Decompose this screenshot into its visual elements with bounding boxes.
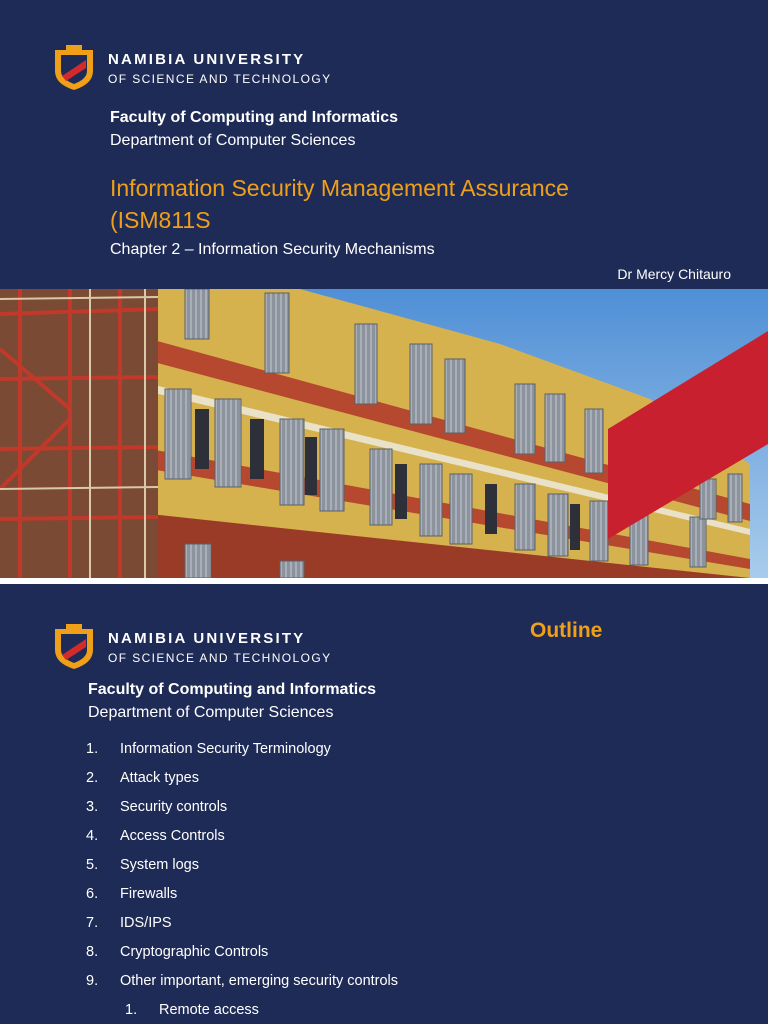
department-name: Department of Computer Sciences <box>110 132 356 149</box>
outline-item-text: Information Security Terminology <box>120 741 331 757</box>
logo-university-subtitle: OF SCIENCE AND TECHNOLOGY <box>108 71 332 86</box>
outline-item-number: 4. <box>86 828 99 844</box>
outline-item <box>86 770 398 799</box>
author-name: Dr Mercy Chitauro <box>617 266 731 282</box>
outline-item-number: 8. <box>86 944 99 960</box>
outline-item-text: Firewalls <box>120 886 178 902</box>
logo-university-name: NAMIBIA UNIVERSITY <box>108 50 306 68</box>
logo-university-subtitle: OF SCIENCE AND TECHNOLOGY <box>108 650 332 665</box>
outline-item <box>86 741 398 770</box>
outline-item-text: Access Controls <box>120 828 225 844</box>
outline-item-number: 7. <box>86 915 99 931</box>
outline-item <box>86 915 398 944</box>
outline-item-number: 6. <box>86 886 99 902</box>
faculty-name: Faculty of Computing and Informatics <box>110 109 399 126</box>
course-title <box>110 172 670 236</box>
outline-title: Outline <box>530 619 603 642</box>
course-title-line2: (ISM811S <box>110 207 211 233</box>
outline-item <box>86 857 398 886</box>
nust-shield-icon <box>52 623 96 671</box>
outline-item-number: 9. <box>86 973 99 989</box>
logo-university-name: NAMIBIA UNIVERSITY <box>108 629 306 647</box>
department-name: Department of Computer Sciences <box>88 704 334 721</box>
outline-item <box>86 799 398 828</box>
campus-building-photo <box>0 289 768 578</box>
outline-item-text: IDS/IPS <box>120 915 172 931</box>
outline-item-number: 2. <box>86 770 99 786</box>
course-title-line1: Information Security Management Assurance <box>110 175 569 201</box>
outline-item-text: Other important, emerging security controls <box>120 973 399 989</box>
outline-item-text: Cryptographic Controls <box>120 944 269 960</box>
outline-subitem <box>86 1002 398 1024</box>
chapter-subtitle: Chapter 2 – Information Security Mechanisms <box>110 241 435 258</box>
nust-shield-icon <box>52 44 96 92</box>
outline-item-number: 1. <box>86 741 99 757</box>
outline-item-text: System logs <box>120 857 199 873</box>
outline-item <box>86 944 398 973</box>
outline-subitem-number: 1. <box>125 1002 138 1018</box>
outline-list <box>86 741 398 1024</box>
faculty-name: Faculty of Computing and Informatics <box>88 681 377 698</box>
outline-item-text: Attack types <box>120 770 199 786</box>
outline-item <box>86 973 398 1002</box>
outline-item-text: Security controls <box>120 799 228 815</box>
outline-item <box>86 886 398 915</box>
university-logo <box>52 44 331 92</box>
outline-subitem-text: Remote access <box>159 1002 259 1018</box>
outline-item <box>86 828 398 857</box>
university-logo <box>52 623 331 671</box>
outline-item-number: 3. <box>86 799 99 815</box>
outline-item-number: 5. <box>86 857 99 873</box>
outline-slide <box>0 578 768 1024</box>
